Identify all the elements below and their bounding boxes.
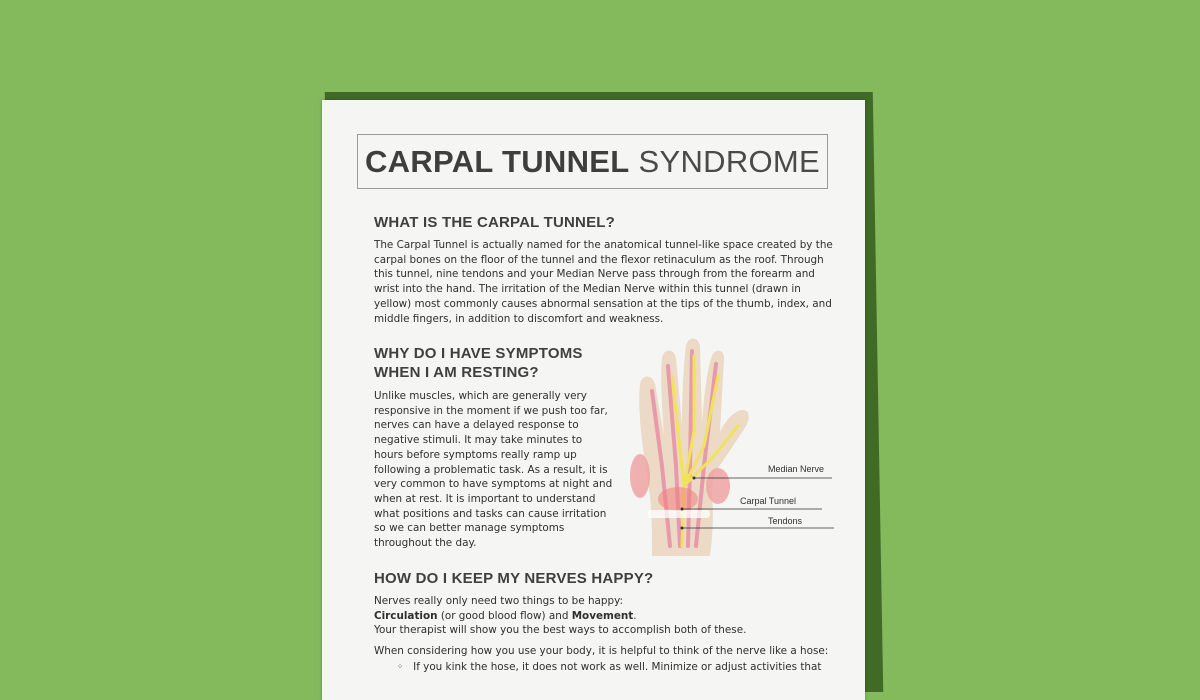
section-body-why [374, 389, 614, 551]
carpal-tunnel-highlight [658, 487, 698, 511]
section-body-how [374, 594, 844, 659]
text-line: when at rest. It is important to understand [374, 492, 596, 505]
text-line: yellow) most commonly causes abnormal sensation at the tips of the thumb, index, and [374, 297, 832, 310]
text-line: negative stimuli. It may take minutes to [374, 434, 583, 447]
bold-movement: Movement [571, 609, 634, 622]
text-line: very common to have symptoms at night and [374, 478, 613, 491]
text-line: hours before symptoms really ramp up [374, 448, 577, 461]
heading-line: WHEN I AM RESTING? [374, 364, 539, 381]
text-span: . [633, 609, 637, 622]
text-line: The Carpal Tunnel is actually named for the anatomical tunnel-like space created by the [374, 239, 833, 251]
text-line: Your therapist will show you the best ways to accomplish both of these. [374, 624, 747, 637]
text-line: responsive in the moment if we push too far, [374, 404, 608, 417]
label-text: Median Nerve [768, 464, 825, 474]
text-line: carpal bones on the floor of the tunnel and the flexor retinaculum as the roof. Through [374, 253, 824, 266]
retinaculum-band [648, 510, 710, 518]
section-heading-what: WHAT IS THE CARPAL TUNNEL? [374, 214, 616, 231]
text-line: what positions and tasks can cause irritation [374, 507, 607, 520]
text-line: Nerves really only need two things to be happy: [374, 595, 624, 607]
section-heading-why [374, 344, 583, 382]
heading-line: WHY DO I HAVE SYMPTOMS [374, 345, 583, 362]
bold-circulation: Circulation [374, 609, 438, 622]
text-line: this tunnel, nine tendons and your Median Nerve pass through from the forearm and [374, 268, 815, 281]
section-body-what [374, 238, 834, 326]
text-line: Unlike muscles, which are generally very [374, 390, 587, 402]
text-line: following a problematic task. As a result, it is [374, 463, 608, 476]
hand-diagram [622, 336, 852, 561]
text-line: throughout the day. [374, 537, 477, 550]
label-text: Tendons [768, 516, 803, 526]
text-line: wrist into the hand. The irritation of the Median Nerve within this tunnel (drawn in [374, 283, 801, 296]
title-bold: CARPAL TUNNEL [364, 143, 630, 179]
section-heading-how: HOW DO I KEEP MY NERVES HAPPY? [374, 570, 654, 587]
text-line: middle fingers, in addition to discomfort and weakness. [374, 312, 664, 325]
page-title [357, 134, 828, 189]
handout-page [322, 100, 865, 700]
label-text: Carpal Tunnel [740, 496, 797, 506]
text-line: so we can better manage symptoms [374, 522, 565, 535]
hose-list [397, 660, 821, 675]
text-line [374, 609, 844, 624]
text-line: When considering how you use your body, it is helpful to think of the nerve like a hose: [374, 645, 829, 658]
title-light: SYNDROME [638, 143, 821, 179]
text-line: nerves can have a delayed response to [374, 419, 579, 432]
text-span: (or good blood flow) and [437, 609, 572, 622]
list-item: ◦ If you kink the hose, it does not work as well. Minimize or adjust activities that [397, 660, 821, 675]
